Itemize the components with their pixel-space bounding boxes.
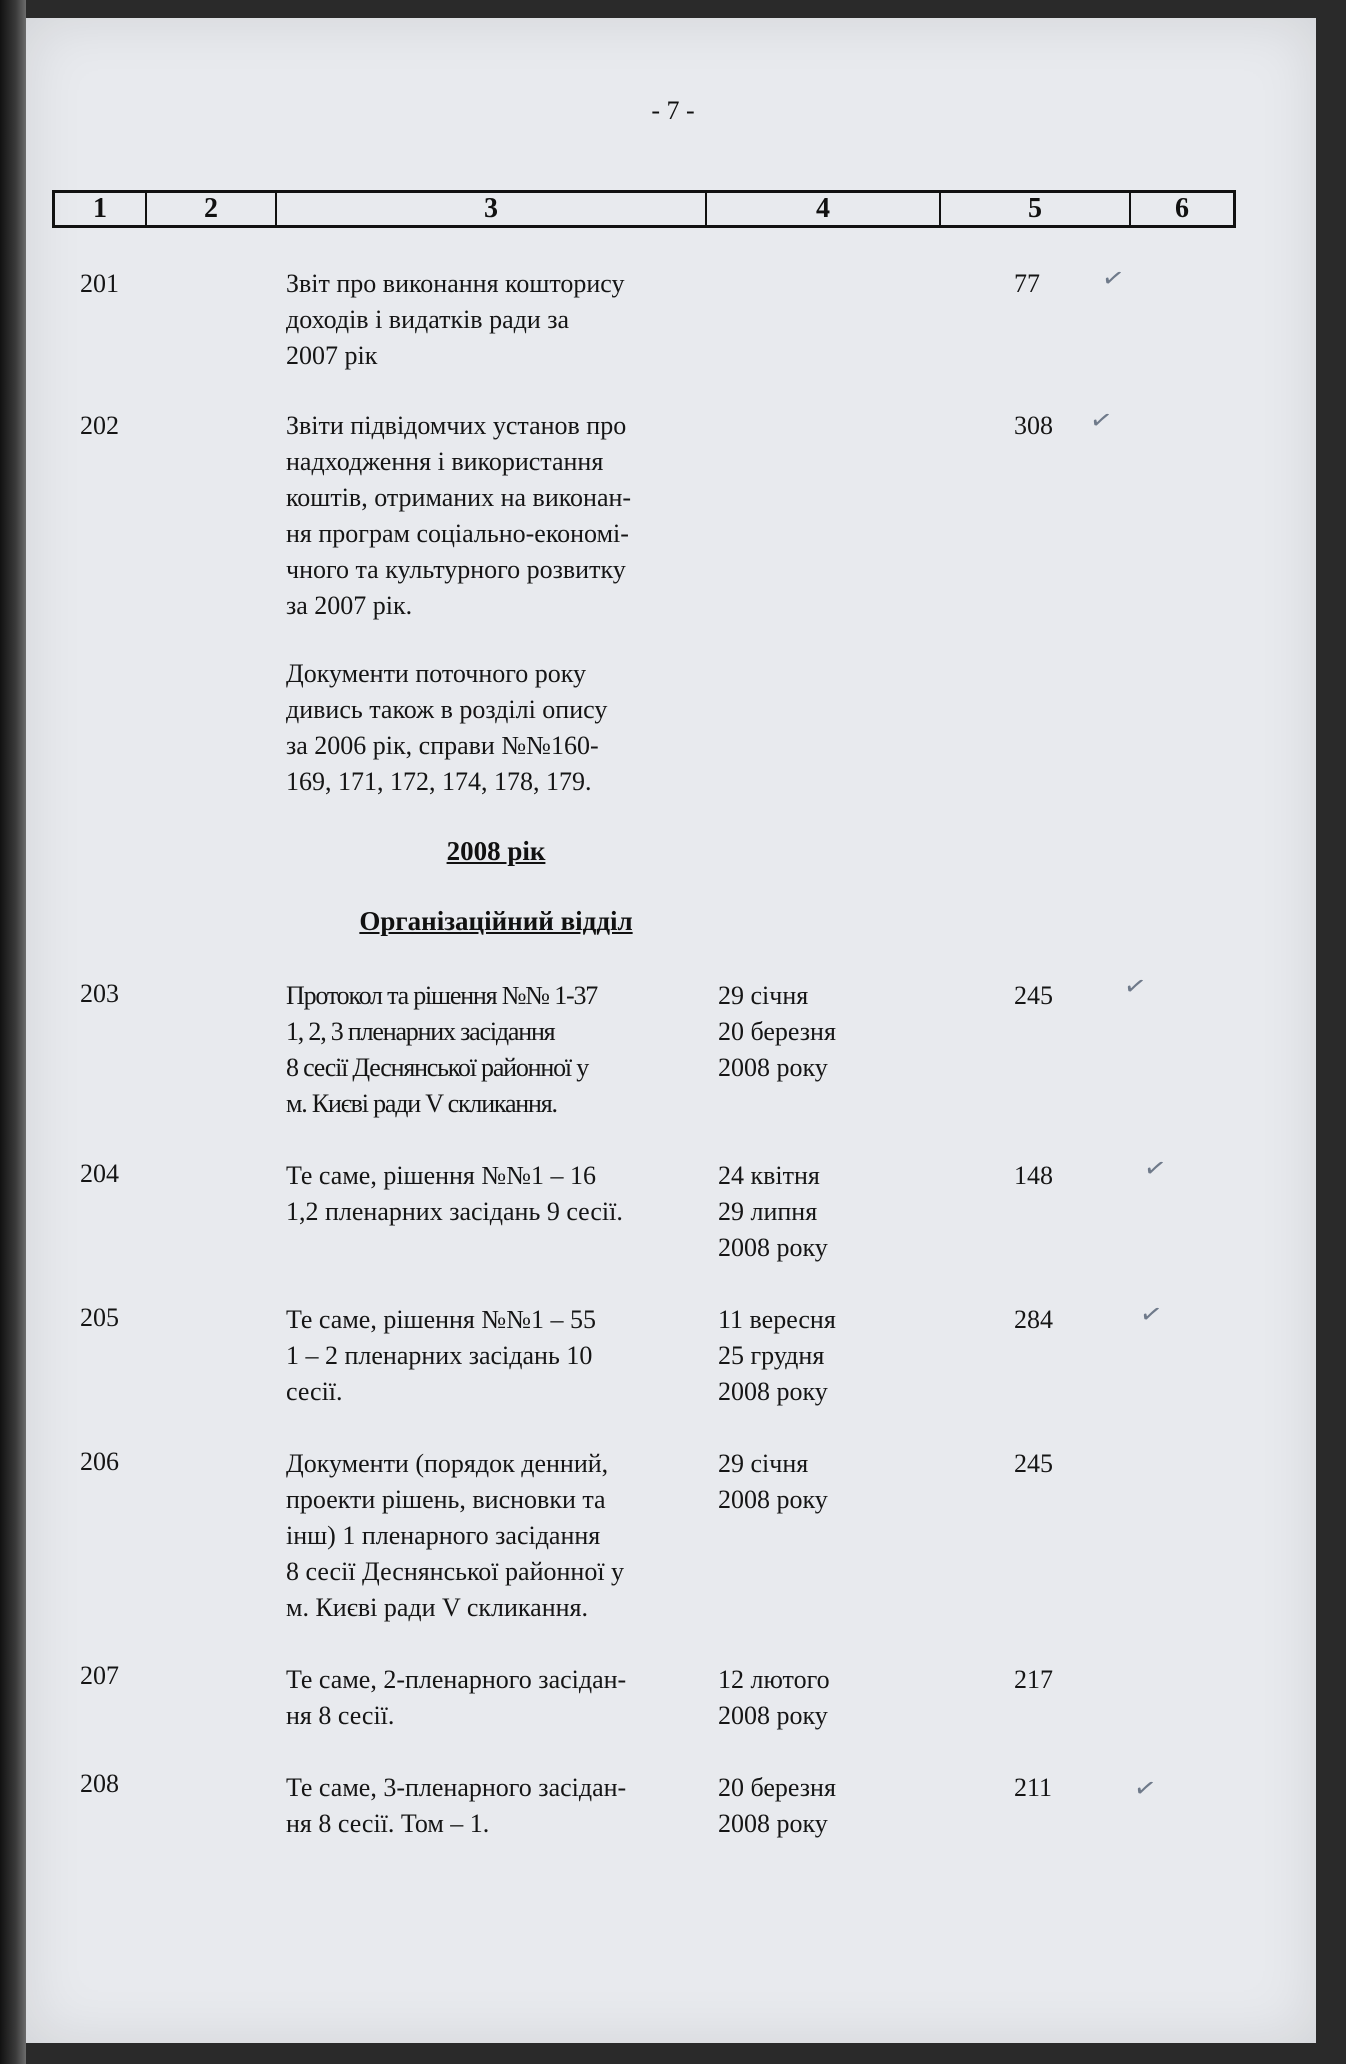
entry-page-count: 245 xyxy=(1014,1449,1053,1478)
check-mark-icon: ✓ xyxy=(1099,262,1127,296)
entry-dates: 29 січня 2008 року xyxy=(718,1449,828,1514)
department-heading: Організаційний відділ xyxy=(359,906,633,936)
entry-dates: 12 лютого 2008 року xyxy=(718,1665,830,1730)
entry-description: Те саме, 2-пленарного засідан- ня 8 сесії. xyxy=(286,1665,627,1730)
entry-number: 205 xyxy=(80,1303,119,1332)
entry-number: 207 xyxy=(80,1661,119,1690)
entry-page-count: 217 xyxy=(1014,1665,1053,1694)
entry-dates: 11 вересня 25 грудня 2008 року xyxy=(718,1305,836,1406)
entry-number: 201 xyxy=(80,269,119,298)
entry-dates: 29 січня 20 березня 2008 року xyxy=(718,981,836,1082)
column-header-1: 1 xyxy=(55,193,147,225)
entry-page-count: 148 xyxy=(1014,1161,1053,1190)
entry-number: 202 xyxy=(80,411,119,440)
binder-spine xyxy=(0,0,26,2064)
column-header-5: 5 xyxy=(941,193,1131,225)
entry-description: Те саме, рішення №№1 – 16 1,2 пленарних засідань 9 сесії. xyxy=(286,1161,623,1226)
entry-number: 208 xyxy=(80,1769,119,1798)
column-header-6: 6 xyxy=(1175,193,1189,224)
column-header-2: 2 xyxy=(147,193,277,225)
entry-description: Звіт про виконання кошторису доходів і видатків ради за 2007 рік xyxy=(286,269,625,370)
entry-description: Те саме, 3-пленарного засідан- ня 8 сесії. Том – 1. xyxy=(286,1773,627,1838)
check-mark-icon: ✓ xyxy=(1121,970,1149,1004)
check-mark-icon: ✓ xyxy=(1131,1772,1159,1806)
page-number: - 7 - xyxy=(651,96,695,125)
entry-description: Документи (порядок денний, проекти рішень, висновки та інш) 1 пленарного засідання 8 сесії Деснянської районної у м. Києві ради V скликання. xyxy=(286,1449,625,1622)
entry-description: Звіти підвідомчих установ про надходження і використання коштів, отриманих на виконан- ня програм соціально-економі- чного та культурного розвитку за 2007 рік. xyxy=(286,411,632,620)
entry-dates: 20 березня 2008 року xyxy=(718,1773,836,1838)
column-header-3: 3 xyxy=(277,193,707,225)
entry-page-count: 211 xyxy=(1014,1773,1053,1802)
entry-description: Те саме, рішення №№1 – 55 1 – 2 пленарних засідань 10 сесії. xyxy=(286,1305,597,1406)
check-mark-icon: ✓ xyxy=(1141,1152,1169,1186)
cross-reference-note: Документи поточного року дивись також в розділі опису за 2006 рік, справи №№160- 169, 171, 172, 174, 178, 179. xyxy=(286,659,608,796)
entry-dates: 24 квітня 29 липня 2008 року xyxy=(718,1161,828,1262)
entry-number: 204 xyxy=(80,1159,119,1188)
entry-page-count: 284 xyxy=(1014,1305,1053,1334)
check-mark-icon: ✓ xyxy=(1087,404,1115,438)
entry-page-count: 308 xyxy=(1014,411,1053,440)
entry-page-count: 77 xyxy=(1014,269,1040,298)
column-header-4: 4 xyxy=(707,193,941,225)
entry-description: Протокол та рішення №№ 1-37 1, 2, 3 пленарних засідання 8 сесії Деснянської районної у м. Києві ради V скликання. xyxy=(286,981,598,1118)
column-header-row xyxy=(52,190,1236,228)
entry-number: 203 xyxy=(80,979,119,1008)
entry-number: 206 xyxy=(80,1447,119,1476)
entry-page-count: 245 xyxy=(1014,981,1053,1010)
check-mark-icon: ✓ xyxy=(1137,1298,1165,1332)
year-heading: 2008 рік xyxy=(446,836,546,866)
